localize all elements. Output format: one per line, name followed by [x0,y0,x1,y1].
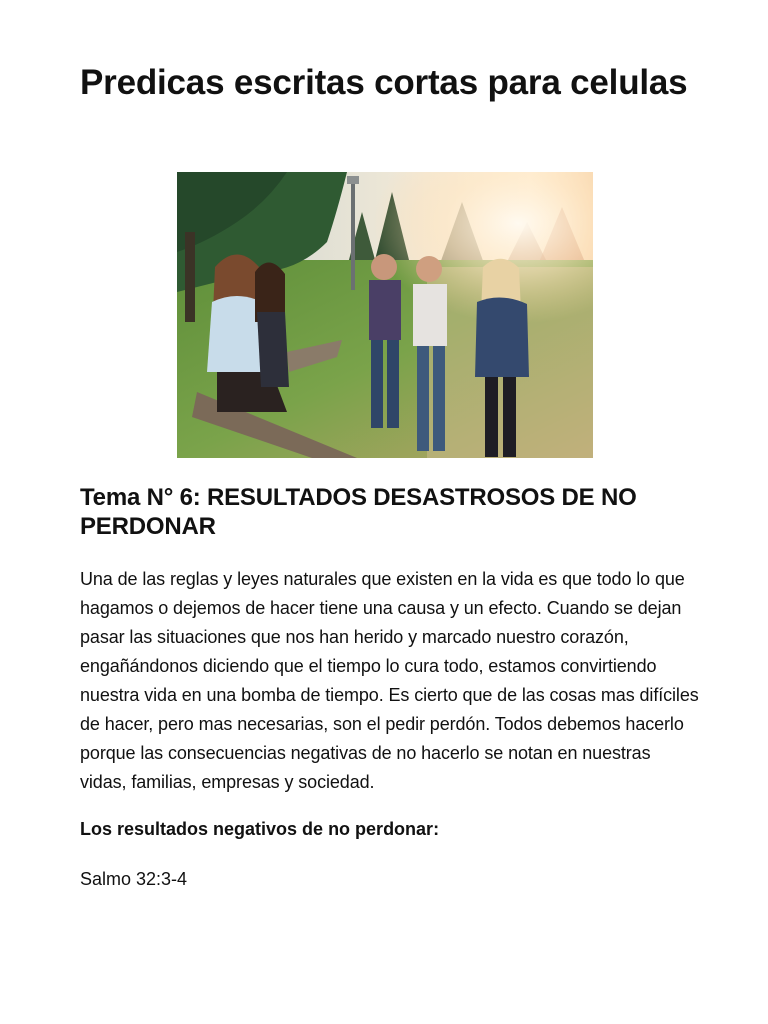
article-title: Predicas escritas cortas para celulas [80,63,688,102]
photo-group-icon [177,172,593,458]
article-subtitle: Tema N° 6: RESULTADOS DESASTROSOS DE NO PERDONAR [80,484,637,540]
article-paragraph: Una de las reglas y leyes naturales que existen en la vida es que todo lo que hagamos o dejemos de hacer tiene una causa y un efecto. Cuando se dejan pasar las situaciones que nos han herido y marcado nuestro corazón, engañándonos diciendo que el tiempo lo cura todo, estamos convirtiendo nuestra vida en una bomba de tiempo. Es cierto que de las cosas mas difíciles de hacer, pero mas necesarias, son el pedir perdón. Todos debemos hacerlo porque las consecuencias negativas de no hacerlo se notan en nuestras vidas, familias, empresas y sociedad. [80,569,699,792]
verse-reference: Salmo 32:3-4 [80,869,188,889]
section-heading: Los resultados negativos de no perdonar: [80,819,440,839]
article-photo [177,172,593,458]
